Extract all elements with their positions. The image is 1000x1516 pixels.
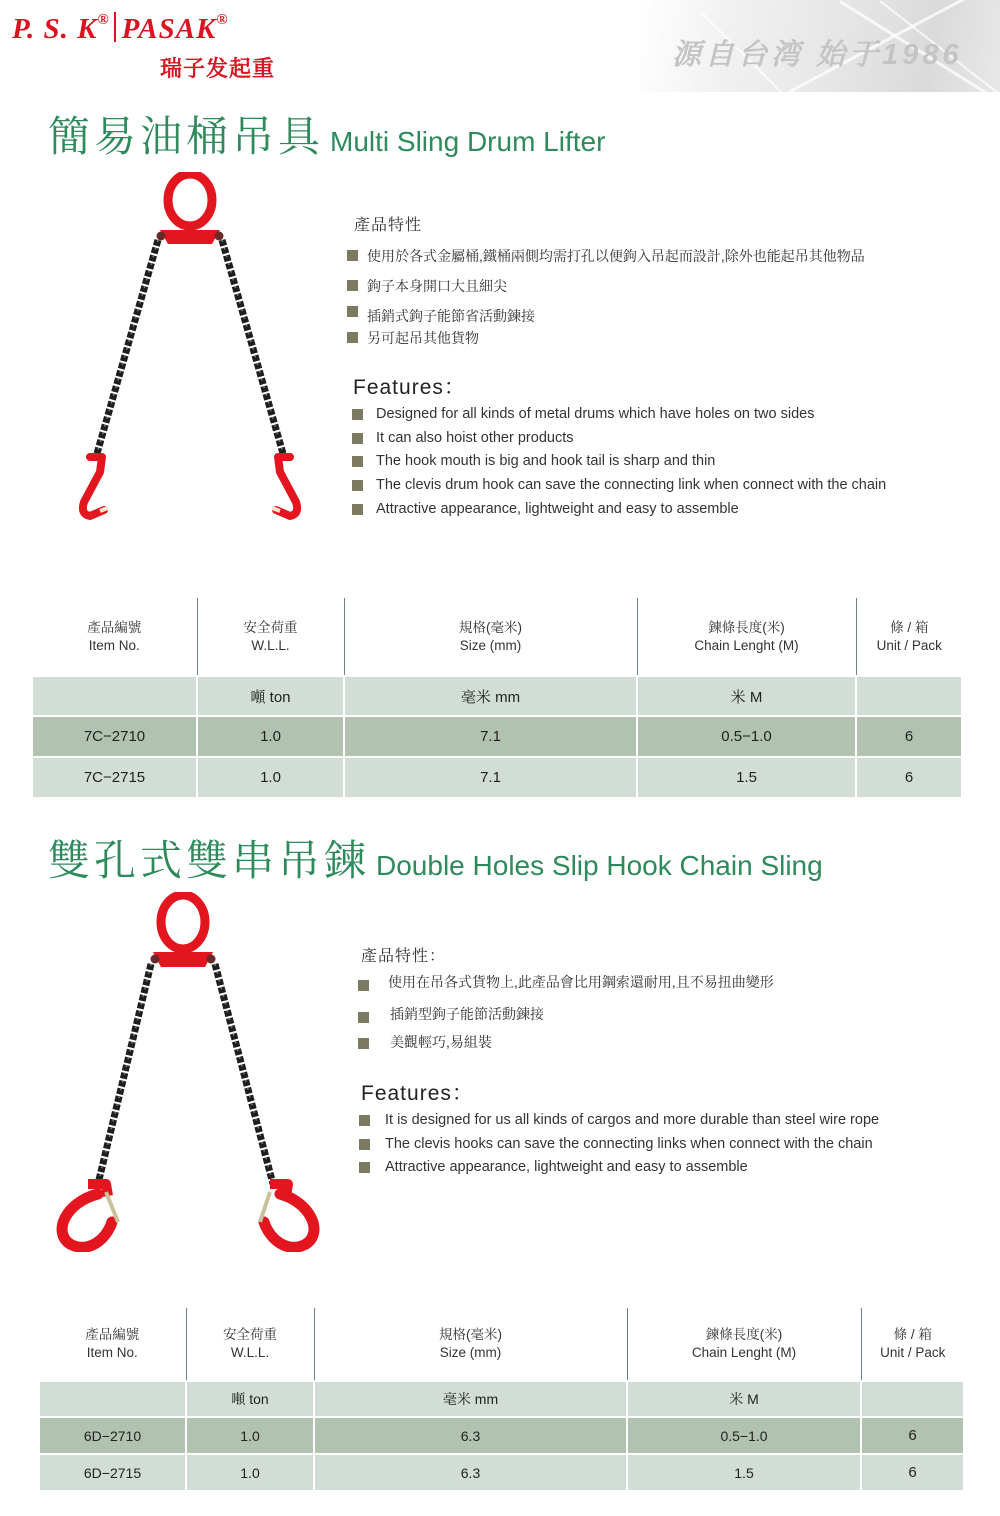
section2-features-en-list: [359, 1112, 879, 1183]
feature-cn-item: 使用在吊各式貨物上,此產品會比用鋼索還耐用,且不易扭曲變形: [358, 972, 774, 1004]
table-row: 6D−2715 1.0 6.3 1.5 6: [39, 1454, 964, 1491]
feature-en-item: Attractive appearance, lightweight and easy to assemble: [359, 1159, 879, 1183]
slip-hook-right-icon: [264, 1194, 314, 1247]
master-link-icon: [161, 895, 205, 949]
bullet-square-icon: [352, 504, 363, 515]
drum-hook-left-icon: [83, 457, 104, 516]
section1-spec-table: [31, 598, 963, 799]
feature-en-item: It can also hoist other products: [352, 430, 886, 454]
brand-logo: P. S. K® PASAK®: [12, 12, 229, 45]
header-chain-length: 鍊條長度(米) Chain Lenght (M): [627, 1308, 861, 1381]
section1-features-en-heading: Features：: [353, 376, 466, 399]
feature-cn-item: 美觀輕巧,易組裝: [358, 1032, 774, 1056]
bullet-square-icon: [358, 980, 369, 991]
bullet-square-icon: [352, 433, 363, 444]
header-size: 規格(毫米) Size (mm): [344, 598, 637, 676]
table-unit-row: 噸 ton 毫米 mm 米 M: [32, 676, 962, 716]
feature-en-item: Attractive appearance, lightweight and easy to assemble: [352, 501, 886, 525]
header-chain-length: 鍊條長度(米) Chain Lenght (M): [637, 598, 856, 676]
table-header-row: [39, 1308, 964, 1381]
table-header-row: [32, 598, 962, 676]
section1-title-en: Multi Sling Drum Lifter: [330, 126, 606, 157]
bullet-square-icon: [359, 1139, 370, 1150]
slip-hook-left-icon: [62, 1194, 112, 1247]
feature-en-item: It is designed for us all kinds of cargos and more durable than steel wire rope: [359, 1112, 879, 1136]
bullet-square-icon: [358, 1012, 369, 1023]
feature-cn-item: 插銷式鉤子能節省活動鍊接: [347, 306, 865, 328]
section2-title-en: Double Holes Slip Hook Chain Sling: [376, 850, 823, 881]
bullet-square-icon: [347, 332, 358, 343]
header-item-no: 產品編號 Item No.: [39, 1308, 186, 1381]
bullet-square-icon: [359, 1162, 370, 1173]
logo-pasak: PASAK: [121, 13, 217, 45]
bullet-square-icon: [347, 306, 358, 317]
table-row: 7C−2715 1.0 7.1 1.5 6: [32, 757, 962, 798]
bullet-square-icon: [352, 409, 363, 420]
drum-hook-right-icon: [276, 457, 297, 516]
section2-spec-table: [38, 1308, 965, 1492]
bullet-square-icon: [359, 1115, 370, 1126]
header-wll: 安全荷重 W.L.L.: [197, 598, 344, 676]
feature-cn-item: 鉤子本身開口大且細尖: [347, 276, 865, 306]
header-item-no: 產品編號 Item No.: [32, 598, 197, 676]
section1-title-cn: 簡易油桶吊具: [48, 113, 325, 160]
logo-chinese-name: 瑞子发起重: [160, 56, 276, 81]
section2-features-cn-heading: 產品特性：: [361, 948, 447, 965]
feature-en-item: Designed for all kinds of metal drums which have holes on two sides: [352, 406, 886, 430]
section1-title: [48, 104, 605, 164]
banner-slogan: 源自台湾 始于1986: [672, 39, 963, 71]
feature-cn-item: 使用於各式金屬桶,鐵桶兩側均需打孔以便鉤入吊起而設計,除外也能起吊其他物品: [347, 246, 865, 276]
header-unit-pack: 條 / 箱 Unit / Pack: [861, 1308, 964, 1381]
bullet-square-icon: [347, 250, 358, 261]
header-size: 規格(毫米) Size (mm): [314, 1308, 627, 1381]
section2-features-en-heading: Features：: [361, 1082, 474, 1105]
drum-lifter-product-image: [60, 172, 320, 524]
section1-features-cn-list: [347, 246, 865, 350]
bullet-square-icon: [352, 456, 363, 467]
slip-hook-sling-product-image: [48, 892, 328, 1252]
bullet-square-icon: [358, 1038, 369, 1049]
logo-psk: P. S. K: [12, 13, 98, 45]
table-unit-row: 噸 ton 毫米 mm 米 M: [39, 1381, 964, 1417]
master-link-icon: [168, 174, 212, 226]
header-banner: [640, 0, 1000, 92]
table-row: 6D−2710 1.0 6.3 0.5−1.0 6: [39, 1417, 964, 1454]
logo-divider: [114, 12, 116, 42]
bullet-square-icon: [352, 480, 363, 491]
section2-title-cn: 雙孔式雙串吊鍊: [48, 837, 371, 884]
table-row: 7C−2710 1.0 7.1 0.5−1.0 6: [32, 716, 962, 757]
header-unit-pack: 條 / 箱 Unit / Pack: [856, 598, 962, 676]
feature-cn-item: 另可起吊其他貨物: [347, 328, 865, 350]
feature-cn-item: 插銷型鉤子能節活動鍊接: [358, 1004, 774, 1032]
bullet-square-icon: [347, 280, 358, 291]
feature-en-item: The clevis drum hook can save the connecting link when connect with the chain: [352, 477, 886, 501]
feature-en-item: The clevis hooks can save the connecting links when connect with the chain: [359, 1136, 879, 1160]
section2-features-cn-list: [358, 972, 774, 1056]
section1-features-en-list: [352, 406, 886, 524]
section2-title: [48, 828, 823, 888]
section1-features-cn-heading: 產品特性: [354, 217, 423, 234]
header-wll: 安全荷重 W.L.L.: [186, 1308, 314, 1381]
feature-en-item: The hook mouth is big and hook tail is sharp and thin: [352, 453, 886, 477]
